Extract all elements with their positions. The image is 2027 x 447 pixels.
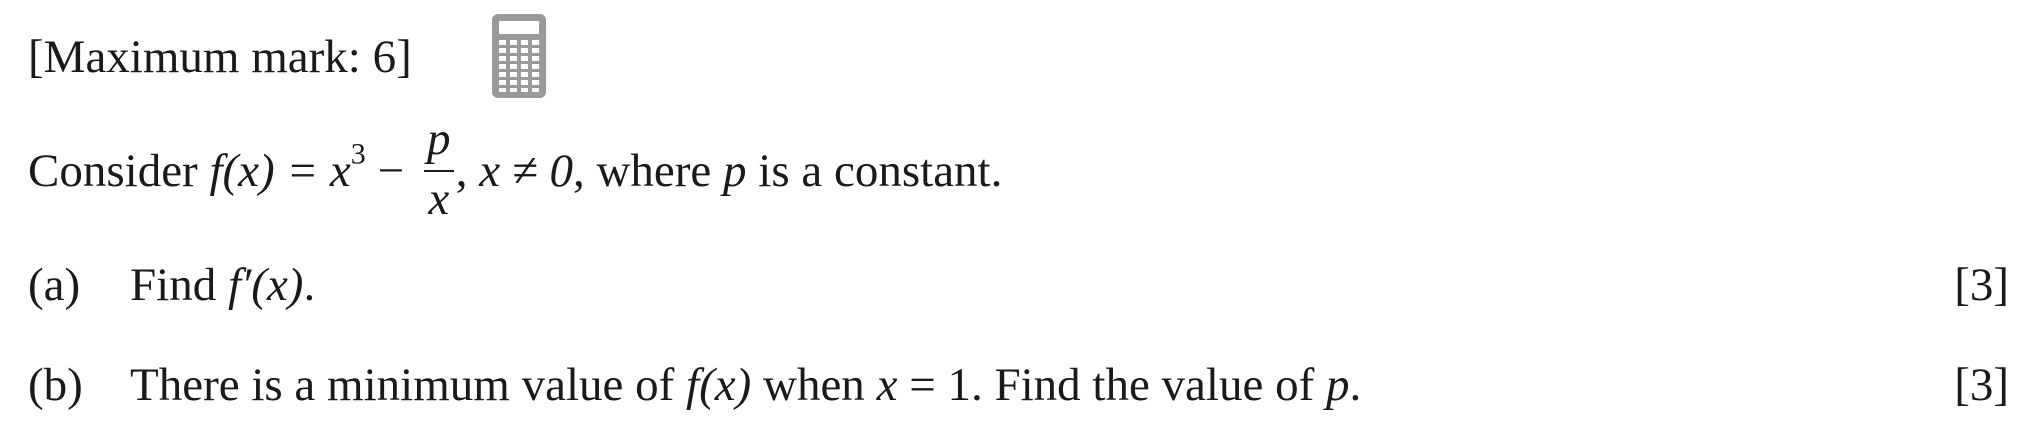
part-a-label: (a)	[28, 259, 81, 311]
part-b-label: (b)	[28, 359, 83, 411]
part-b-variable-x: x	[876, 359, 898, 411]
exponent: 3	[350, 137, 366, 171]
intro-comma: ,	[455, 145, 480, 197]
fraction-denominator: x	[428, 172, 450, 225]
part-b-marks: [3]	[1954, 359, 2009, 411]
part-b-constant-p: p	[1326, 359, 1350, 411]
maximum-mark-label: [Maximum mark: 6]	[28, 31, 412, 83]
fraction-numerator: p	[427, 112, 451, 165]
part-a-question	[130, 259, 316, 311]
intro-post: is a constant.	[746, 145, 1003, 197]
part-b-text-mid2: = 1. Find the value of	[897, 359, 1326, 411]
part-a-derivative: f′(x)	[227, 259, 304, 311]
part-b-function: f(x)	[686, 359, 752, 411]
intro-where: , where	[572, 145, 724, 197]
part-b-question	[130, 359, 1362, 411]
part-b-text-pre: There is a minimum value of	[130, 359, 687, 411]
intro-pre: Consider	[28, 145, 210, 197]
question-intro	[28, 112, 1003, 225]
part-b-text-post: .	[1349, 359, 1362, 411]
fraction-p-over-x	[424, 112, 454, 225]
function-definition: f(x) = x	[209, 145, 351, 197]
minus-sign: −	[365, 145, 416, 197]
part-b-text-mid: when	[751, 359, 877, 411]
part-a-text-post: .	[303, 259, 316, 311]
calculator-icon	[492, 14, 546, 98]
domain-condition: x ≠ 0	[479, 145, 573, 197]
part-a-text-pre: Find	[130, 259, 228, 311]
constant-p: p	[723, 145, 747, 197]
part-a-marks: [3]	[1954, 259, 2009, 311]
fraction-bar	[424, 170, 454, 172]
